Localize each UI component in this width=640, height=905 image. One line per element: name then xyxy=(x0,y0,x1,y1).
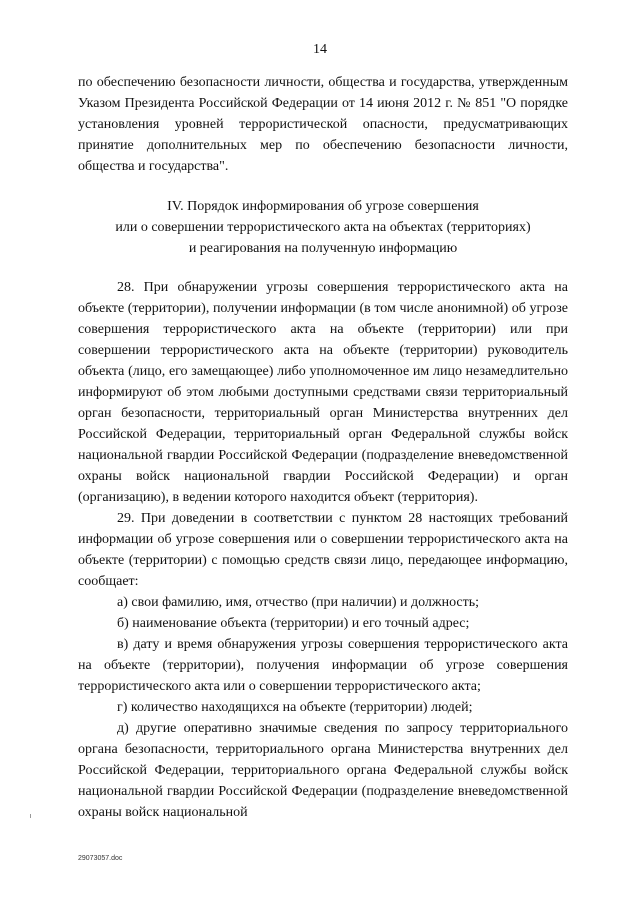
section-heading-line: IV. Порядок информирования об угрозе совершения xyxy=(167,199,479,214)
section-heading-line: и реагирования на полученную информацию xyxy=(188,241,458,256)
list-item-a: а) свои фамилию, имя, отчество (при наличии) и должность; xyxy=(117,595,480,610)
section-heading-line: или о совершении террористического акта на объектах (территориях) xyxy=(115,220,531,235)
paragraph-28: 28. При обнаружении угрозы совершения террористического акта на объекте (территории), получении информации (в том числе анонимной) об угрозе совершения террористического акта на объекте (территории) или при совершении террористического акта на объекте (территории) руководитель объекта (лицо, его замещающее) либо уполномоченное им лицо незамедлительно информируют об этом любыми доступными средствами связи территориальный орган безопасности, территориальный орган Министерства внутренних дел Российской Федерации, территориальный орган Федеральной службы войск национальной гвардии Российской Федерации (подразделение вневедомственной охраны войск национальной гвардии Российской Федерации) и орган (организацию), в ведении которого находится объект (территория). xyxy=(78,280,568,505)
intro-paragraph: по обеспечению безопасности личности, общества и государства, утвержденным Указом Президента Российской Федерации от 14 июня 2012 г. № 851 "О порядке установления уровней террористической опасности, предусматривающих принятие дополнительных мер по обеспечению безопасности личности, общества и государства". xyxy=(78,75,568,174)
margin-mark xyxy=(30,814,31,818)
list-item-b: б) наименование объекта (территории) и его точный адрес; xyxy=(117,616,470,631)
paragraph-29: 29. При доведении в соответствии с пунктом 28 настоящих требований информации об угрозе совершения или о совершении террористического акта на объекте (территории) с помощью средств связи лицо, передающее информацию, сообщает: xyxy=(78,511,568,589)
list-item-g: г) количество находящихся на объекте (территории) людей; xyxy=(117,700,473,715)
section-heading xyxy=(78,196,568,259)
list-item-v: в) дату и время обнаружения угрозы совершения террористического акта на объекте (территории), получения информации об угрозе совершения террористического акта или о совершении террористического акта; xyxy=(78,637,568,694)
list-item-d: д) другие оперативно значимые сведения по запросу территориального органа безопасности, территориального органа Министерства внутренних дел Российской Федерации, территориального органа Федеральной службы войск национальной гвардии Российской Федерации (подразделение вневедомственной охраны войск национальной xyxy=(78,721,568,820)
document-body xyxy=(78,72,568,823)
page-number: 14 xyxy=(313,42,327,57)
footer-file-code: 29073057.doc xyxy=(78,855,123,862)
